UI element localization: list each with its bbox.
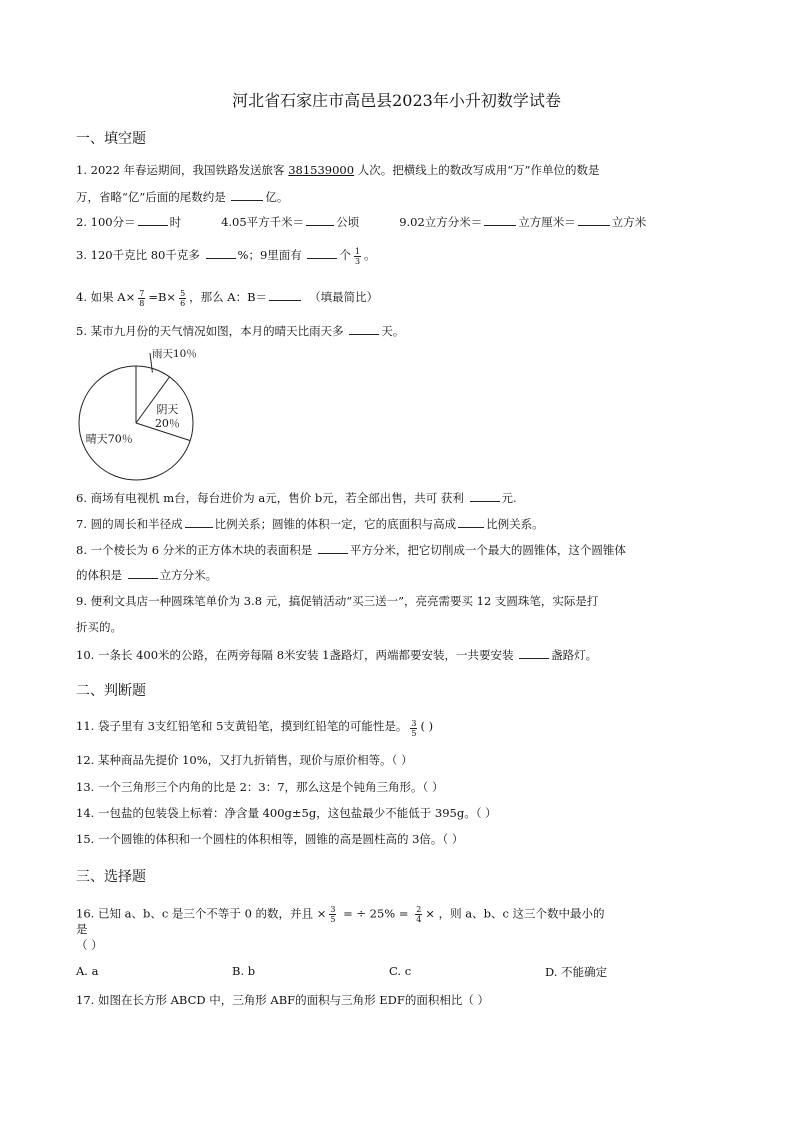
question-12: 12. 某种商品先提价 10%，又打九折销售，现价与原价相等。（ ） [76,753,413,767]
q2-text-b: 时 [169,215,182,229]
q16-fraction-1: $\frac{3}{5}$ [330,905,336,924]
q5-text-a: 5. 某市九月份的天气情况如图，本月的晴天比雨天多 [76,324,348,338]
q4-blank[interactable] [269,288,301,301]
q11-text-a: 11. 袋子里有 3支红铅笔和 5支黄铅笔，摸到红铅笔的可能性是。 [76,719,408,733]
q8-blank-1[interactable] [318,541,348,554]
q2-blank-2[interactable] [306,213,334,226]
q8-text-c: 的体积是 [76,568,126,582]
q7-blank-2[interactable] [458,515,484,528]
q6-text-a: 6. 商场有电视机 m台，每台进价为 a元，售价 b元，若全部出售，共可 获利 [76,491,468,505]
q11-text-b: ( ) [420,719,434,733]
q10-blank[interactable] [519,646,549,659]
q1-number: 381539000 [288,163,355,177]
q2-blank-1[interactable] [138,213,168,226]
q4-fraction-2: $\frac{5}{6}$ [180,288,186,308]
q7-blank-1[interactable] [185,515,213,528]
question-10 [76,646,597,663]
q1-text-a: 1. 2022 年春运期间，我国铁路发送旅客 [76,163,289,177]
pie-label-0: 雨天10％ [152,348,197,360]
q3-text-c: 个 [339,248,351,262]
q2-blank-4[interactable] [578,213,610,226]
q3-text-b: %；9里面有 [237,248,306,262]
pie-chart-svg [76,343,216,483]
question-14: 14. 一包盐的包装袋上标着：净含量 400g±5g，这包盐最少不能低于 395g。（ ） [76,806,497,820]
q4-text-d: （填最简比） [309,290,379,304]
q2-blank-3[interactable] [484,213,516,226]
question-9-line-1: 9. 便利文具店一种圆珠笔单价为 3.8 元，搞促销活动“买三送一”，亮亮需要买 12 支圆珠笔，实际是打 [76,594,599,608]
q2-text-a: 2. 100分＝ [76,215,136,229]
q8-text-a: 8. 一个棱长为 6 分米的正方体木块的表面积是 [76,543,316,557]
page-title: 河北省石家庄市高邑县2023年小升初数学试卷 [232,91,561,110]
question-17: 17. 如图在长方形 ABCD 中，三角形 ABF的面积与三角形 EDF的面积相比（ ） [76,993,490,1007]
pie-label-2: 晴天70％ [85,432,133,446]
q4-text-a: 4. 如果 A× [76,290,136,304]
q2-text-e: 9.02立方分米＝ [399,215,483,229]
question-16-line-2: 是 [76,922,88,936]
q3-fraction: $\frac{1}{3}$ [354,246,361,266]
q16-option-c[interactable]: C. c [389,964,412,978]
q3-blank-1[interactable] [206,246,236,259]
q2-text-c: 4.05平方千米＝ [221,215,305,229]
question-3 [76,246,376,266]
question-1-line-1 [76,162,600,178]
section-heading-choice: 三、选择题 [76,869,146,885]
q2-text-f: 立方厘米＝ [518,215,576,229]
q8-blank-2[interactable] [128,566,158,579]
question-4 [76,288,378,308]
q16-expr-1: × [316,906,327,921]
q2-text-d: 公顷 [336,215,360,229]
weather-pie-chart [76,343,216,483]
q16-text-a: 16. 已知 a、b、c 是三个不等于 0 的数，并且 [76,906,317,921]
section-heading-fill: 一、填空题 [76,131,146,147]
q4-text-c: ，那么 A：B＝ [189,290,268,304]
q6-text-b: 元. [501,491,517,505]
pie-label-1: 阴天 [156,402,179,416]
q3-text-a: 3. 120千克比 80千克多 [76,248,204,262]
question-11 [76,718,433,738]
question-5 [76,322,404,339]
q16-option-b[interactable]: B. b [232,964,256,978]
q7-text-c: 比例关系。 [486,517,544,531]
q16-fraction-2: $\frac{2}{4}$ [416,905,422,924]
q2-text-g: 立方米 [611,215,647,229]
section-heading-judge: 二、判断题 [76,683,146,699]
q11-fraction: $\frac{3}{5}$ [411,719,417,738]
q1-answer-blank[interactable] [231,188,263,201]
q5-blank[interactable] [349,322,379,335]
q8-text-d: 立方分米。 [159,568,218,582]
q8-text-b: 平方分米，把它切削成一个最大的圆锥体，这个圆锥体 [349,543,626,557]
question-8-line-1 [76,541,626,558]
q10-text-b: 盏路灯。 [551,648,598,662]
q1-text-c: 万，省略“亿”后面的尾数约是 [76,190,230,204]
question-8-line-2 [76,566,217,583]
q6-blank[interactable] [470,489,500,502]
question-2 [76,213,646,230]
q4-text-b: =B× [148,290,177,304]
q16-expr-3: × ，则 a、b、c 这三个数中最小的 [425,906,605,921]
question-16-line-3: （ ） [76,938,103,952]
question-13: 13. 一个三角形三个内角的比是 2：3：7，那么这是个钝角三角形。（ ） [76,780,444,794]
question-6 [76,489,517,506]
q7-text-a: 7. 圆的周长和半径成 [76,517,183,531]
question-9-line-2: 折买的。 [76,620,122,634]
q3-blank-2[interactable] [307,246,337,259]
q16-expr-2: = ÷ 25% = [339,906,413,921]
question-7 [76,515,544,532]
q7-text-b: 比例关系；圆锥的体积一定，它的底面积与高成 [214,517,457,531]
q3-text-d: 。 [364,248,376,262]
q1-text-b: 人次。把横线上的数改写成用“万”作单位的数是 [354,163,600,177]
q16-option-d[interactable]: D. 不能确定 [545,965,608,979]
q5-text-b: 天。 [381,324,405,338]
question-15: 15. 一个圆锥的体积和一个圆柱的体积相等，圆锥的高是圆柱高的 3倍。（ ） [76,832,464,846]
q16-option-a[interactable]: A. a [76,964,99,978]
q1-text-d: 亿。 [265,190,289,204]
pie-sublabel-1: 20％ [154,416,180,430]
q10-text-a: 10. 一条长 400米的公路，在两旁每隔 8米安装 1盏路灯，两端都要安装，一共要安装 [76,648,518,662]
question-1-line-2 [76,188,288,205]
question-16-line-1 [76,905,605,924]
q4-fraction-1: $\frac{7}{8}$ [139,288,145,308]
